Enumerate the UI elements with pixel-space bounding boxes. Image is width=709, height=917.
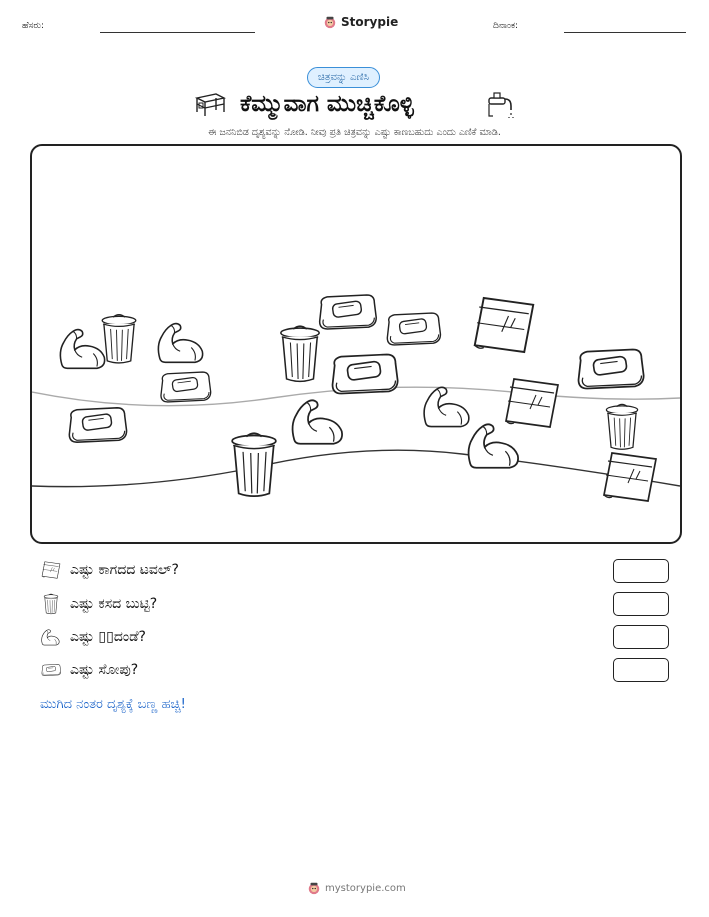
storypie-logo-icon bbox=[323, 15, 337, 29]
scene-art bbox=[32, 146, 680, 542]
answer-box-trash-can[interactable] bbox=[613, 592, 669, 616]
flexed-arm-icon bbox=[158, 324, 202, 363]
trash-can-icon bbox=[102, 315, 136, 363]
finish-instruction: ಮುಗಿದ ನಂತರ ದೃಶ್ಯಕ್ಕೆ ಬಣ್ಣ ಹಚ್ಚಿ! bbox=[40, 697, 186, 712]
question-row-paper-towel bbox=[40, 559, 179, 581]
faucet-icon bbox=[485, 90, 515, 120]
flexed-arm-icon bbox=[40, 626, 62, 648]
brand bbox=[323, 15, 398, 29]
flexed-arm-icon bbox=[424, 387, 469, 426]
activity-badge: ಚಿತ್ರವನ್ನು ಎಣಿಸಿ bbox=[307, 67, 380, 88]
trash-can-icon bbox=[232, 433, 276, 496]
soap-icon bbox=[69, 408, 126, 442]
question-row-flexed-arm bbox=[40, 626, 146, 648]
flexed-arm-icon bbox=[60, 330, 104, 369]
question-text: ಎಷ್ಟು ಕಾಗದದ ಟವಲ್? bbox=[70, 562, 179, 578]
page-title: ಕೆಮ್ಮುವಾಗ ಮುಚ್ಚಿಕೊಳ್ಳಿ bbox=[240, 91, 414, 117]
question-text: ಎಷ್ಟು ಕಸದ ಬುಟ್ಟಿ? bbox=[70, 596, 158, 612]
paper-towel-icon bbox=[40, 559, 62, 581]
question-text: ಎಷ್ಟು ▯▯ದಂಡೆ? bbox=[70, 629, 146, 645]
question-row-soap bbox=[40, 659, 138, 681]
trash-can-icon bbox=[281, 326, 319, 381]
answer-box-paper-towel[interactable] bbox=[613, 559, 669, 583]
name-line[interactable] bbox=[100, 32, 255, 33]
answer-box-flexed-arm[interactable] bbox=[613, 625, 669, 649]
answer-box-soap[interactable] bbox=[613, 658, 669, 682]
soap-icon bbox=[161, 372, 211, 402]
date-label: ದಿನಾಂಕ: bbox=[493, 21, 519, 31]
paper-towel-icon bbox=[475, 298, 534, 352]
trash-can-icon bbox=[40, 593, 62, 615]
soap-icon bbox=[579, 349, 644, 388]
paper-towel-icon bbox=[604, 453, 656, 501]
storypie-logo-icon bbox=[307, 881, 321, 895]
footer-url[interactable]: mystorypie.com bbox=[325, 882, 406, 894]
paper-towel-icon bbox=[506, 379, 558, 427]
brand-name: Storypie bbox=[341, 15, 399, 29]
soap-icon bbox=[40, 659, 62, 681]
date-line[interactable] bbox=[564, 32, 686, 33]
counting-scene bbox=[30, 144, 682, 544]
flexed-arm-icon bbox=[293, 400, 343, 443]
question-text: ಎಷ್ಟು ಸೋಪು? bbox=[70, 662, 139, 678]
background-line-dark bbox=[32, 450, 680, 486]
trash-can-icon bbox=[606, 404, 637, 449]
instructions: ಈ ಜನನಿಬಿಡ ದೃಶ್ಯವನ್ನು ನೋಡಿ. ನೀವು ಪ್ರತಿ ಚಿತ್ರವನ್ನು ಎಷ್ಟು ಕಾಣಬಹುದು ಎಂದು ಎಣಿಕೆ ಮಾಡಿ. bbox=[208, 127, 501, 138]
soap-icon bbox=[333, 354, 398, 393]
footer bbox=[307, 881, 406, 895]
soap-icon bbox=[320, 295, 377, 329]
soap-icon bbox=[387, 313, 440, 345]
name-label: ಹೆಸರು: bbox=[22, 21, 45, 31]
flexed-arm-icon bbox=[469, 424, 519, 467]
desk-icon bbox=[194, 90, 226, 120]
question-row-trash-can bbox=[40, 593, 157, 615]
